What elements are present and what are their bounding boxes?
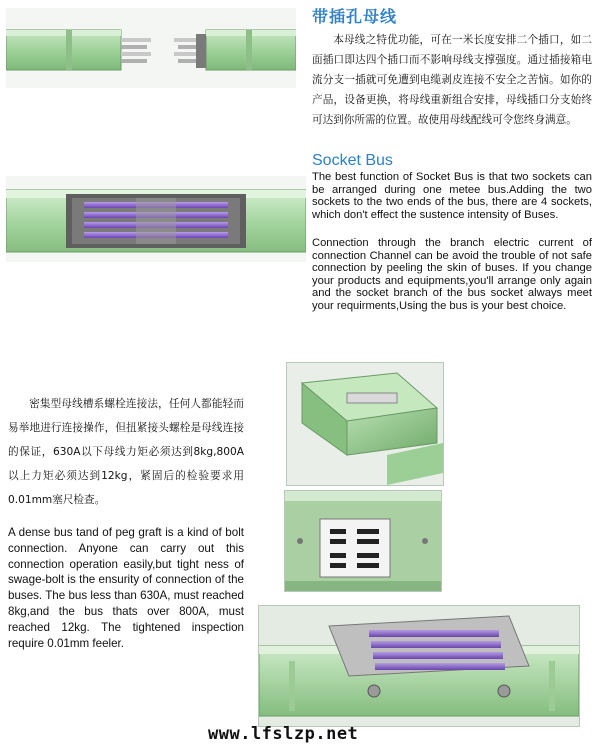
bolted-joint-photo (258, 605, 580, 727)
socket-openings-photo (284, 490, 442, 592)
website-url: www.lfslzp.net (208, 724, 359, 744)
plug-in-box-photo (286, 362, 444, 486)
bus-joint-photo (6, 176, 306, 262)
bolt-connection-description-en: A dense bus tand of peg graft is a kind of bolt connection. Anyone can carry out this connection operation easily,but tight ness of swage-bolt is the ensurity of connection of the buses. The bus less than 630A, must reached 8kg,and the bus thats over 800A, must reached 12kg. The tightened inspection require 0.01mm feeler. (8, 526, 244, 650)
section-title-socket-bus-en: Socket Bus (312, 152, 393, 169)
bus-socket-photo (6, 8, 296, 88)
socket-bus-description-en-2: Connection through the branch electric current of connection Channel can be avoid the trouble of not safe connection by peeling the skin of buses. If you change your products and equipments,you'll arrange only again and the socket branch of the bus socket always meet your requirments,Using the bus is your best choice. (312, 237, 592, 312)
socket-bus-description-en-1: The best function of Socket Bus is that two sockets can be arranged during one metee bus.Adding the two sockets to the two ends of the bus, there are 4 sockets, which don't effect the sustence intensity of Buses. (312, 171, 592, 221)
socket-bus-description-cn: 本母线之特优功能，可在一米长度安排二个插口，如二面插口即达四个插口而不影响母线支撑强度。通过插接箱电流分支一插就可免遭到电缆剥皮连接不安全之苦恼。如你的产品，设备更换，将母线重新组合安排，母线插口分支始终可达到你所需的位置。故使用母线配线可令您终身满意。 (312, 34, 592, 126)
section-title-socket-bus-cn: 带插孔母线 (312, 7, 398, 26)
bolt-connection-description-cn: 密集型母线槽系螺栓连接法，任何人都能轻而易举地进行连接操作，但扭紧接头螺栓是母线连接的保证，630A以下母线力矩必须达到8kg,800A以上力矩必须达到12kg，紧固后的检验要求用0.01mm塞尺检查。 (8, 398, 244, 506)
